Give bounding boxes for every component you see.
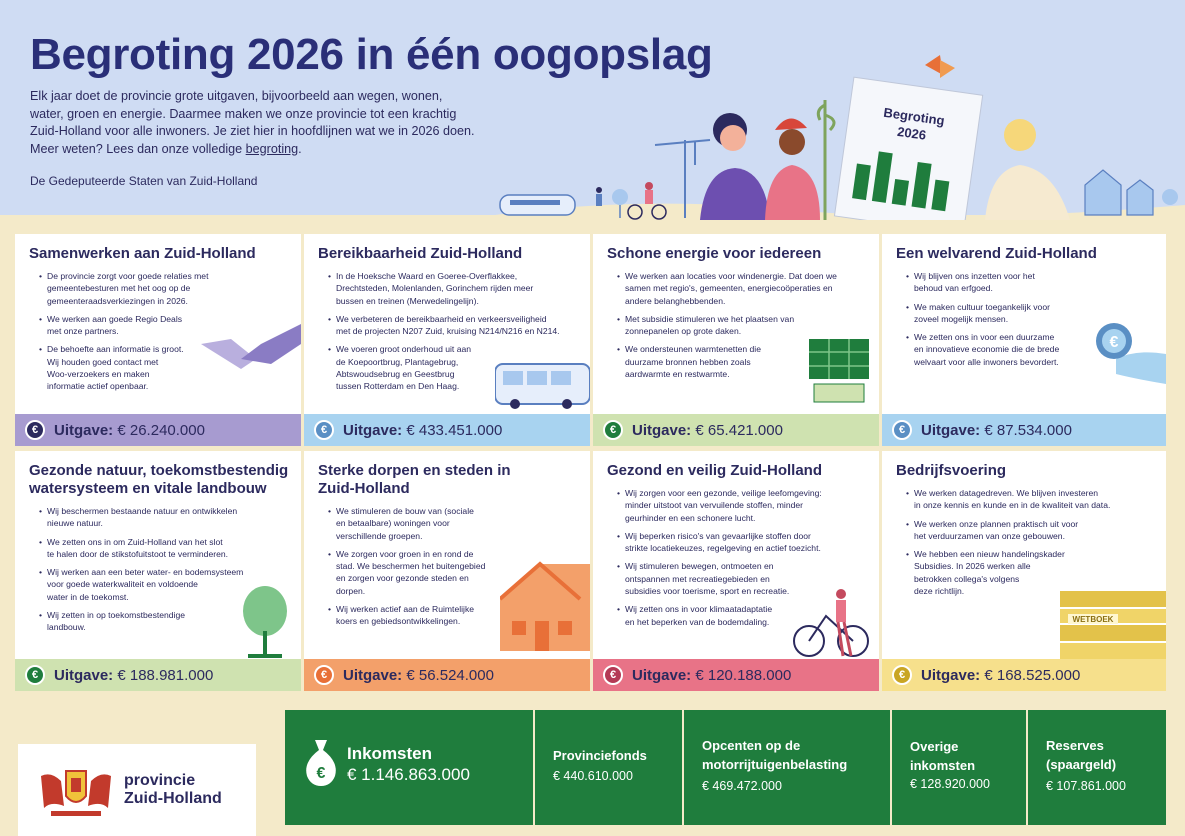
intro-line: Meer weten? Lees dan onze volledige [30, 141, 243, 156]
person-icon [596, 187, 602, 193]
wetboek-label: WETBOEK [1072, 615, 1114, 624]
expense-bar [15, 659, 301, 691]
list-item: • We werken aan locaties voor windenergie. Dat doen we samen met regio's, gemeenten, energiecoöperaties en andere belanghebbenden. [617, 270, 837, 307]
intro-line: water, groen en energie. Daarmee maken we onze provincie tot een krachtig [30, 106, 457, 121]
expense-bar [593, 659, 879, 691]
bullet-list [39, 505, 243, 640]
euro-icon: € [892, 420, 912, 440]
hero-illustration [495, 40, 1185, 220]
svg-text:€: € [1109, 334, 1119, 351]
list-item: • We zorgen voor groen in en rond de stad. We beschermen het buitengebied en zorgen voor gezonde steden en dorpen. [328, 548, 485, 597]
card-title: Gezond en veilig Zuid-Holland [607, 462, 823, 479]
list-item: • Wij werken actief aan de Ruimtelijke koers en gebiedsontwikkelingen. [328, 603, 485, 628]
list-item: • Met subsidie stimuleren we het plaatsen van zonnepanelen op grote daken. [617, 313, 837, 338]
signature: De Gedeputeerde Staten van Zuid-Holland [30, 174, 258, 188]
house-icon [500, 559, 590, 651]
solar-panel-icon [809, 339, 869, 404]
bullet-list [328, 505, 485, 634]
tree-icon [240, 586, 290, 661]
logo-text [124, 772, 222, 808]
provincie-logo [18, 744, 256, 836]
list-item: • Wij stimuleren bewegen, ontmoeten en ontspannen met recreatiegebieden en subsidies voor toerisme, sport en recreatie. [617, 560, 822, 597]
card-title: Schone energie voor iedereen [607, 245, 822, 262]
expense-amount: Uitgave: € 120.188.000 [632, 666, 792, 684]
expense-bar [304, 659, 590, 691]
euro-icon: € [25, 420, 45, 440]
logo-line1: provincie [124, 772, 196, 789]
list-item: • We werken datagedreven. We blijven investeren in onze kennis en kunde en in de kwaliteit van data. [906, 487, 1110, 512]
income-overige [892, 710, 1026, 825]
card-schone-energie [593, 234, 879, 446]
list-item: • We zetten ons in voor een duurzame en innovatieve economie die de brede welvaart voor alle inwoners bevordert. [906, 331, 1059, 368]
expense-amount: Uitgave: € 65.421.000 [632, 421, 783, 439]
svg-text:€: € [316, 765, 326, 782]
butterfly-icon [925, 55, 955, 78]
bullet-list [906, 487, 1110, 603]
card-title: Samenwerken aan Zuid-Holland [29, 245, 256, 262]
income-amount: € 1.146.863.000 [347, 765, 470, 784]
income-value: € 469.472.000 [702, 779, 782, 793]
list-item: • Wij beperken risico's van gevaarlijke stoffen door strikte locatiekeuzes, regelgeving en actief toezicht. [617, 530, 822, 555]
euro-icon: € [603, 665, 623, 685]
list-item: • We stimuleren de bouw van (sociale en betaalbare) woningen voor verschillende groepen. [328, 505, 485, 542]
income-value: € 440.610.000 [553, 769, 633, 783]
woman-glasses-illustration [700, 113, 770, 220]
expense-bar [593, 414, 879, 446]
income-reserves [1028, 710, 1166, 825]
card-title: Sterke dorpen en steden in Zuid-Holland [318, 462, 511, 497]
income-label: Overige inkomsten [910, 739, 976, 773]
income-total [285, 710, 533, 825]
tree-icon [612, 189, 628, 205]
list-item: • In de Hoeksche Waard en Goeree-Overflakkee, Drechtsteden, Molenlanden, Gorinchem rijden meer bussen en treinen (Merwedelingelijn). [328, 270, 560, 307]
card-samenwerken [15, 234, 301, 446]
income-label: Provinciefonds [553, 748, 647, 763]
coin-hand-icon [1086, 319, 1166, 389]
bullet-list [906, 270, 1059, 374]
card-bedrijfsvoering [882, 451, 1166, 691]
card-sterke-dorpen [304, 451, 590, 691]
list-item: • We werken onze plannen praktisch uit voor het verduurzamen van onze gebouwen. [906, 518, 1110, 543]
card-gezond-veilig [593, 451, 879, 691]
book-title-line2: 2026 [896, 123, 928, 143]
list-item: • Wij zetten in op toekomstbestendige landbouw. [39, 609, 243, 634]
income-label: Reserves (spaargeld) [1046, 738, 1117, 772]
income-value: € 128.920.000 [910, 777, 990, 791]
bullet-list [617, 270, 837, 386]
list-item: • Wij zorgen voor een gezonde, veilige leefomgeving: minder uitstoot van vervuilende stoffen, minder geurhinder en een schonere lucht. [617, 487, 822, 524]
houses-icon [1085, 170, 1153, 215]
card-title: Gezonde natuur, toekomstbestendig watersysteem en vitale landbouw [29, 462, 289, 497]
money-bag-icon [303, 736, 339, 786]
intro-text [30, 88, 500, 158]
coat-of-arms-icon [36, 766, 116, 818]
list-item: • Wij blijven ons inzetten voor het behoud van erfgoed. [906, 270, 1059, 295]
list-item: • We voeren groot onderhoud uit aan de Koepoortbrug, Plantagebrug, Abtswoudsebrug en Geestbrug tussen Rotterdam en Den Haag. [328, 343, 560, 392]
income-opcenten [684, 710, 890, 825]
list-item: • Wij beschermen bestaande natuur en ontwikkelen nieuwe natuur. [39, 505, 243, 530]
card-title: Bedrijfsvoering [896, 462, 1007, 479]
list-item: • De behoefte aan informatie is groot. Wij houden goed contact met Woo-verzoekers en maken informatie actief openbaar. [39, 343, 208, 392]
intro-line: Elk jaar doet de provincie grote uitgaven, bijvoorbeeld aan wegen, wonen, [30, 89, 443, 103]
logo-line2: Zuid-Holland [124, 790, 222, 807]
income-label: Opcenten op de motorrijtuigenbelasting [702, 738, 848, 772]
list-item: • We verbeteren de bereikbaarheid en verkeersveiligheid met de projecten N207 Zuid, kruising N214/N216 en N214. [328, 313, 560, 338]
intro-end: . [298, 141, 302, 156]
euro-icon: € [314, 665, 334, 685]
cyclist-icon [791, 586, 871, 661]
train-icon [500, 195, 575, 215]
list-item: • Wij zetten ons in voor klimaatadaptatie en het beperken van de bodemdaling. [617, 603, 822, 628]
intro-line: Zuid-Holland voor alle inwoners. Je ziet hier in hoofdlijnen wat we in 2026 doen. [30, 124, 475, 138]
card-title: Een welvarend Zuid-Holland [896, 245, 1097, 262]
euro-icon: € [892, 665, 912, 685]
begroting-link[interactable]: begroting [245, 141, 299, 156]
list-item: • De provincie zorgt voor goede relaties met gemeentebesturen met het oog op de gemeenteraadsverkiezingen in 2026. [39, 270, 208, 307]
expense-amount: Uitgave: € 433.451.000 [343, 421, 503, 439]
income-provinciefonds [535, 710, 682, 825]
income-title: Inkomsten [347, 744, 433, 763]
expense-amount: Uitgave: € 188.981.000 [54, 666, 214, 684]
hero-banner [0, 0, 1185, 215]
handshake-icon [201, 314, 301, 384]
begroting-book-illustration [834, 77, 982, 220]
man-illustration [985, 119, 1070, 220]
expense-bar [15, 414, 301, 446]
card-bereikbaarheid [304, 234, 590, 446]
list-item: • We maken cultuur toegankelijk voor zoveel mogelijk mensen. [906, 301, 1059, 326]
bus-icon [495, 359, 590, 409]
bullet-list [39, 270, 208, 399]
expense-bar [882, 659, 1166, 691]
card-gezonde-natuur [15, 451, 301, 691]
euro-icon: € [25, 665, 45, 685]
expense-amount: Uitgave: € 87.534.000 [921, 421, 1072, 439]
list-item: • We hebben een nieuw handelingskader Subsidies. In 2026 werken alle betrokken collega's volgens deze richtlijn. [906, 548, 1110, 597]
euro-icon: € [603, 420, 623, 440]
expense-bar [882, 414, 1166, 446]
expense-bar [304, 414, 590, 446]
list-item: • We zetten ons in om Zuid-Holland van het slot te halen door de stikstofuitstoot te verminderen. [39, 536, 243, 561]
book-title-line1: Begroting [882, 104, 946, 129]
expense-amount: Uitgave: € 168.525.000 [921, 666, 1081, 684]
expense-amount: Uitgave: € 56.524.000 [343, 666, 494, 684]
worker-illustration [765, 118, 820, 220]
list-item: • We ondersteunen warmtenetten die duurzame bronnen hebben zoals aardwarmte en restwarmte. [617, 343, 837, 380]
card-title: Bereikbaarheid Zuid-Holland [318, 245, 523, 262]
book-stack-icon [1060, 589, 1166, 659]
page-title: Begroting 2026 in één oogopslag [30, 30, 713, 79]
list-item: • We werken aan goede Regio Deals met onze partners. [39, 313, 208, 338]
expense-amount: Uitgave: € 26.240.000 [54, 421, 205, 439]
income-value: € 107.861.000 [1046, 779, 1126, 793]
euro-icon: € [314, 420, 334, 440]
card-welvarend [882, 234, 1166, 446]
list-item: • Wij werken aan een beter water- en bodemsysteem voor goede waterkwaliteit en voldoende water in de toekomst. [39, 566, 243, 603]
